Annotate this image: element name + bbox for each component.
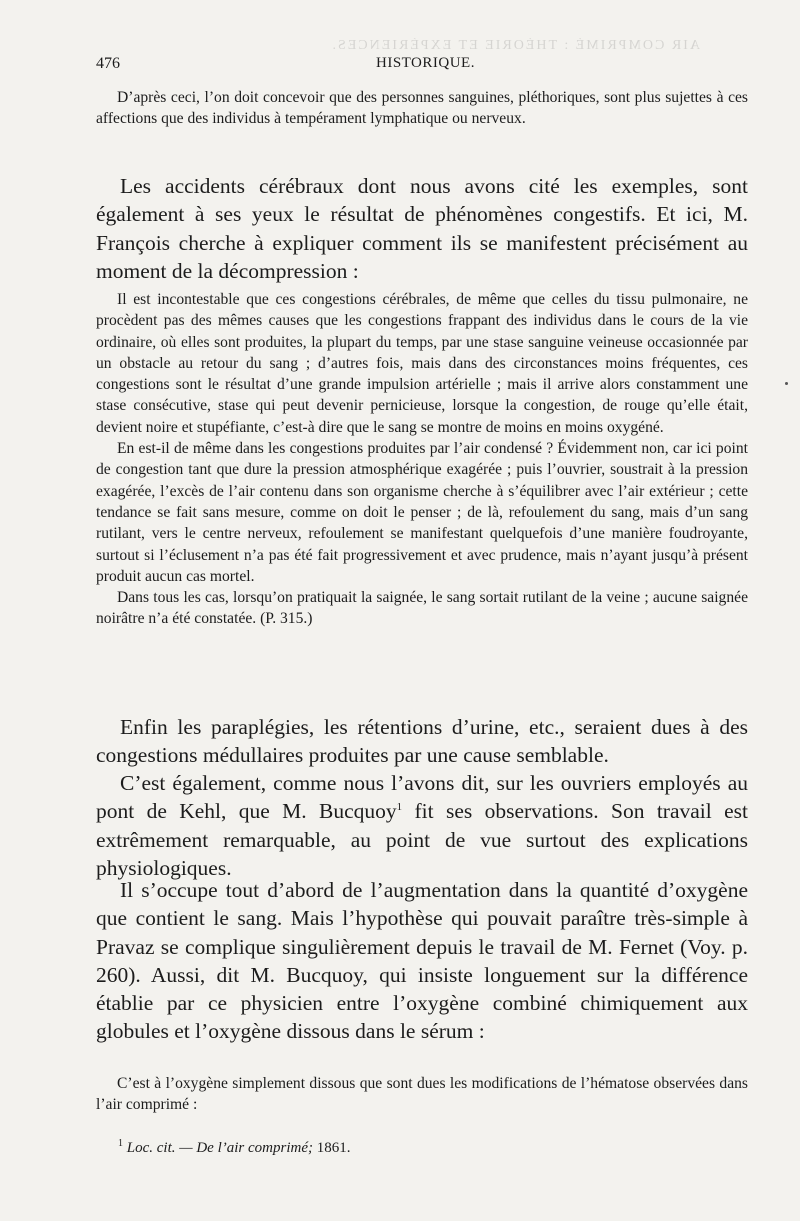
- paragraph-2: Les accidents cérébraux dont nous avons cité les exemples, sont également à ses yeux le résultat de phénomènes congestifs. Et ici, M. François cherche à expliquer comment ils se manifestent précisément au moment de la décompression :: [96, 174, 748, 283]
- speck-mark: [785, 382, 788, 385]
- quotation-1-paragraph-3: Dans tous les cas, lorsqu’on pratiquait la saignée, le sang sortait rutilant de la veine ; aucune saignée noirâtre n’a été constatée. (P. 315.): [96, 589, 748, 628]
- paragraph-5: Il s’occupe tout d’abord de l’augmentation dans la quantité d’oxygène que contient le sang. Mais l’hypothèse qui pouvait paraître très-simple à Pravaz se complique singulièrement depuis le travail de M. Fernet (Voy. p. 260). Aussi, dit M. Bucquoy, qui insiste longuement sur la différence établie par ce physicien entre l’oxygène combiné chimiquement aux globules et l’oxygène dissous dans le sérum :: [96, 878, 748, 1044]
- running-title: HISTORIQUE.: [376, 55, 475, 71]
- quotation-1-paragraph-1: Il est incontestable que ces congestions cérébrales, de même que celles du tissu pulmonaire, ne procèdent pas des mêmes causes que les congestions frappant des individus dans le cours de la vie ordinaire, où elles sont produites, la plupart du temps, par une stase sanguine veineuse occasionnée par un obstacle au retour du sang ; d’autres fois, mais dans des circonstances moins fréquentes, ces congestions sont le résultat d’une grande impulsion artérielle ; mais il arrive alors constamment une stase consécutive, stase qui peut devenir pernicieuse, lorsque la congestion, de rouge qu’elle était, devient noire et stupéfiante, c’est-à dire que le sang se montre de moins en moins oxygéné.: [96, 291, 748, 436]
- quotation-1: [96, 289, 748, 630]
- page-number: 476: [96, 55, 120, 72]
- footnote-mark: 1: [118, 1138, 123, 1149]
- bleed-through-text: AIR COMPRIMÉ : THÉORIE ET EXPÉRIENCES.: [330, 38, 700, 53]
- footnote-year: 1861.: [312, 1140, 351, 1156]
- footnote-citation: Loc. cit. — De l’air comprimé;: [126, 1140, 313, 1156]
- paragraph-1: D’après ceci, l’on doit concevoir que des personnes sanguines, pléthoriques, sont plus sujettes à ces affections que des individus à tempérament lymphatique ou nerveux.: [96, 89, 748, 128]
- footnote-reference: 1: [396, 801, 403, 814]
- paragraph-4: C’est également, comme nous l’avons dit, sur les ouvriers employés au pont de Kehl, que M. Bucquoy$^1$ fit ses observations. Son travail est extrêmement remarquable, au point de vue surtout des explications physiologiques.: [96, 771, 748, 880]
- quotation-1-paragraph-2: En est-il de même dans les congestions produites par l’air condensé ? Évidemment non, car ici point de congestion tant que dure la pression atmosphérique exagérée ; puis l’ouvrier, soustrait à la pression exagérée, l’excès de l’air contenu dans son organisme cherche à s’équilibrer avec l’air extérieur ; cette tendance se fait sans mesure, comme on doit le penser ; de là, refoulement du sang, mais d’un sang rutilant, vers le centre nerveux, refoulement se manifestant quelquefois d’une manière foudroyante, surtout si l’éclusement n’a pas été fait progressivement et avec prudence, mais n’ayant jusqu’à présent produit aucun cas mortel.: [96, 440, 748, 585]
- footnote: [118, 1140, 350, 1157]
- quotation-2: C’est à l’oxygène simplement dissous que sont dues les modifications de l’hématose observées dans l’air comprimé :: [96, 1075, 748, 1114]
- page-header: [96, 55, 746, 77]
- paragraph-3: Enfin les paraplégies, les rétentions d’urine, etc., seraient dues à des congestions médullaires produites par une cause semblable.: [96, 715, 748, 768]
